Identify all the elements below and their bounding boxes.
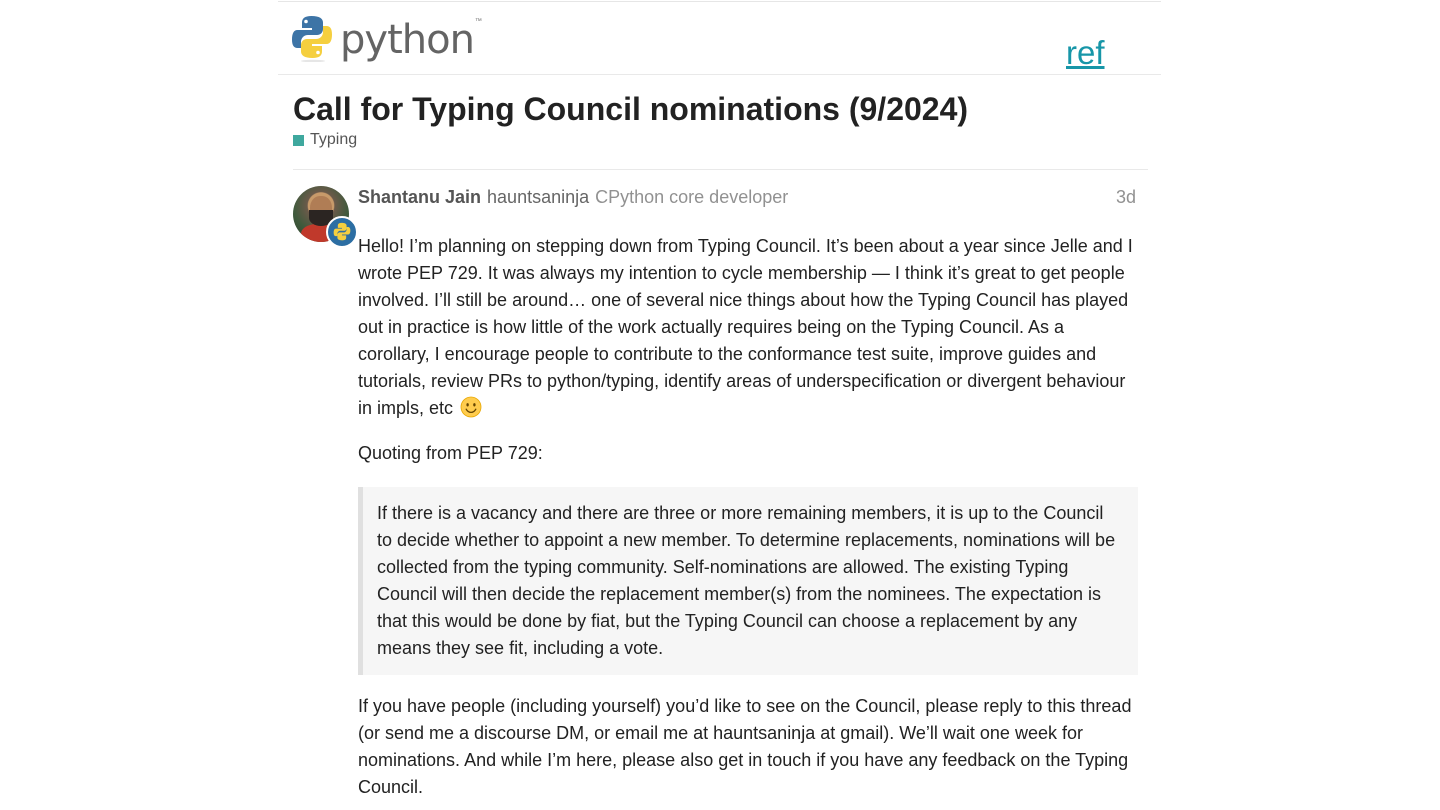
python-flair-icon (326, 216, 358, 248)
category-badge[interactable] (293, 131, 357, 149)
python-logo-icon (292, 14, 332, 62)
trademark-symbol: ™ (474, 18, 482, 25)
post-meta (358, 187, 788, 208)
post-paragraph-text: Hello! I’m planning on stepping down from Typing Council. It’s been about a year since Jelle and I wrote PEP 729. It was always my intention to cycle membership — I think it’s great to get people involved. I’ll still be around… one of several nice things about how the Typing Council has played out in practice is how little of the work actually requires being on the Typing Council. As a corollary, I encourage people to contribute to the conformance test suite, improve guides and tutorials, review PRs to python/typing, identify areas of underspecification or divergent behaviour in impls, etc (358, 236, 1133, 418)
ref-link[interactable]: ref (1066, 34, 1105, 71)
post-paragraph: Quoting from PEP 729: (358, 443, 543, 463)
author-username[interactable]: hauntsaninja (487, 187, 590, 207)
post-date[interactable]: 3d (1115, 187, 1136, 207)
post-paragraph (358, 233, 1138, 422)
author-name[interactable]: Shantanu Jain (358, 187, 482, 207)
pep-quote (358, 487, 1138, 675)
logo-wordmark: python (340, 17, 474, 63)
post-body (358, 233, 1138, 801)
category-label: Typing (310, 131, 358, 148)
slightly-smiling-face-icon (460, 396, 482, 418)
pep-quote-text: If there is a vacancy and there are three or more remaining members, it is up to the Council to decide whether to appoint a new member. To determine replacements, nominations will be collected from the typing community. Self-nominations are allowed. The existing Typing Council will then decide the replacement member(s) from the nominees. The expectation is that this would be done by fiat, but the Typing Council can choose a replacement by any means they see fit, including a vote. (377, 503, 1116, 658)
category-color-swatch (293, 135, 304, 146)
topic-title[interactable]: Call for Typing Council nominations (9/2024) (293, 91, 969, 127)
author-title: CPython core developer (595, 187, 789, 207)
post-paragraph: If you have people (including yourself) you’d like to see on the Council, please reply to this thread (or send me a discourse DM, or email me at hauntsaninja at gmail). We’ll wait one week for nominations. And while I’m here, please also get in touch if you have any feedback on the Typing Council. (358, 696, 1132, 797)
topic-divider (293, 169, 1148, 170)
site-header (278, 2, 1161, 75)
python-logo[interactable] (292, 14, 482, 62)
